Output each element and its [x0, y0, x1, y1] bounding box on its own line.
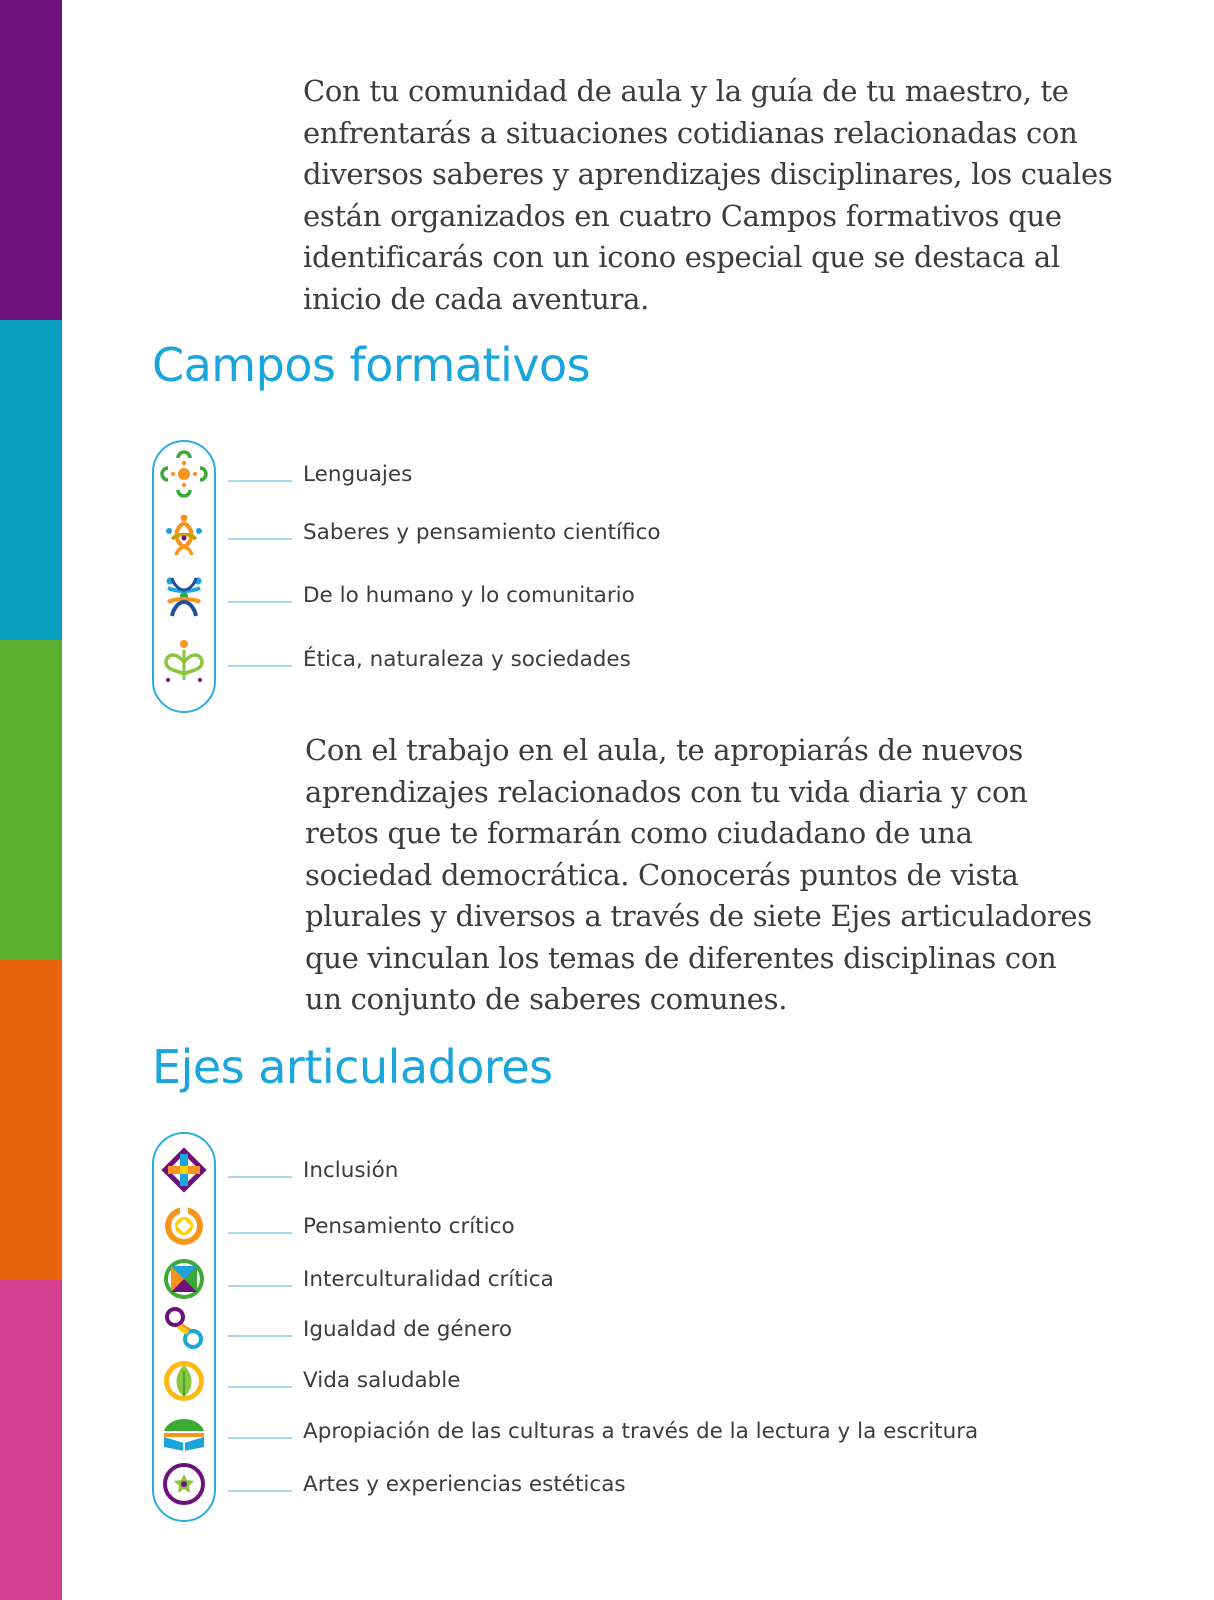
eje-label-vida: Vida saludable: [303, 1368, 461, 1393]
interculturalidad-icon: [160, 1255, 208, 1303]
paragraph-line: Con el trabajo en el aula, te apropiarás de nuevos: [305, 733, 1023, 767]
leader-line: [228, 1176, 292, 1178]
leader-line: [228, 538, 292, 540]
paragraph-line: retos que te formarán como ciudadano de una: [305, 816, 973, 850]
leader-line: [228, 665, 292, 667]
intro-paragraph: [303, 71, 1112, 320]
list-item: [0, 1206, 1000, 1246]
leader-line: [228, 480, 292, 482]
ejes-heading: Ejes articuladores: [152, 1040, 553, 1094]
sidebar-band-green: [0, 640, 62, 960]
sidebar-band-purple: [0, 0, 62, 320]
artes-icon: [160, 1460, 208, 1508]
leader-line: [228, 601, 292, 603]
eje-label-lectura: Apropiación de las culturas a través de la lectura y la escritura: [303, 1419, 979, 1444]
color-sidebar: [0, 0, 62, 1600]
lenguajes-icon: [160, 450, 208, 498]
campo-label-etica: Ética, naturaleza y sociedades: [303, 647, 631, 672]
paragraph-line: enfrentarás a situaciones cotidianas relacionadas con: [303, 115, 1078, 150]
etica-naturaleza-icon: [160, 638, 208, 686]
leader-line: [228, 1437, 292, 1439]
list-item: [0, 513, 1000, 553]
leader-line: [228, 1490, 292, 1492]
leader-line: [228, 1232, 292, 1234]
eje-label-artes: Artes y experiencias estéticas: [303, 1472, 626, 1497]
campo-label-lenguajes: Lenguajes: [303, 462, 413, 487]
list-item: [0, 456, 1000, 496]
list-item: [0, 1150, 1000, 1190]
humano-comunitario-icon: [160, 572, 208, 620]
list-item: [0, 1411, 1000, 1451]
saberes-icon: [160, 511, 208, 559]
list-item: [0, 1259, 1000, 1299]
paragraph-line: aprendizajes relacionados con tu vida diaria y con: [305, 774, 1028, 809]
campo-label-saberes: Saberes y pensamiento científico: [303, 520, 661, 545]
pensamiento-critico-icon: [160, 1202, 208, 1250]
paragraph-line: plurales y diversos a través de siete Ejes articuladores: [305, 899, 1092, 933]
list-item: [0, 641, 1000, 681]
eje-label-interculturalidad: Interculturalidad crítica: [303, 1267, 554, 1292]
paragraph-line: un conjunto de saberes comunes.: [305, 982, 788, 1016]
list-item: [0, 1311, 1000, 1351]
eje-label-inclusion: Inclusión: [303, 1158, 399, 1183]
paragraph-line: identificarás con un icono especial que se destaca al: [303, 240, 1060, 274]
list-item: [0, 1361, 1000, 1401]
leader-line: [228, 1285, 292, 1287]
leader-line: [228, 1386, 292, 1388]
paragraph-line: están organizados en cuatro Campos formativos que: [303, 198, 1062, 233]
paragraph-line: que vinculan los temas de diferentes disciplinas con: [305, 940, 1057, 975]
middle-paragraph: [305, 730, 1092, 1021]
paragraph-line: sociedad democrática. Conocerás puntos de vista: [305, 857, 1019, 892]
igualdad-genero-icon: [160, 1305, 208, 1353]
campos-heading: Campos formativos: [152, 338, 591, 392]
paragraph-line: inicio de cada aventura.: [303, 281, 649, 316]
eje-label-pensamiento: Pensamiento crítico: [303, 1214, 515, 1239]
lectura-escritura-icon: [160, 1407, 208, 1455]
list-item: [0, 576, 1000, 616]
leader-line: [228, 1335, 292, 1337]
eje-label-igualdad: Igualdad de género: [303, 1317, 513, 1342]
inclusion-icon: [160, 1146, 208, 1194]
vida-saludable-icon: [160, 1357, 208, 1405]
campo-label-humano: De lo humano y lo comunitario: [303, 583, 635, 608]
paragraph-line: Con tu comunidad de aula y la guía de tu maestro, te: [303, 74, 1069, 108]
list-item: [0, 1466, 1000, 1506]
paragraph-line: diversos saberes y aprendizajes disciplinares, los cuales: [303, 157, 1113, 191]
